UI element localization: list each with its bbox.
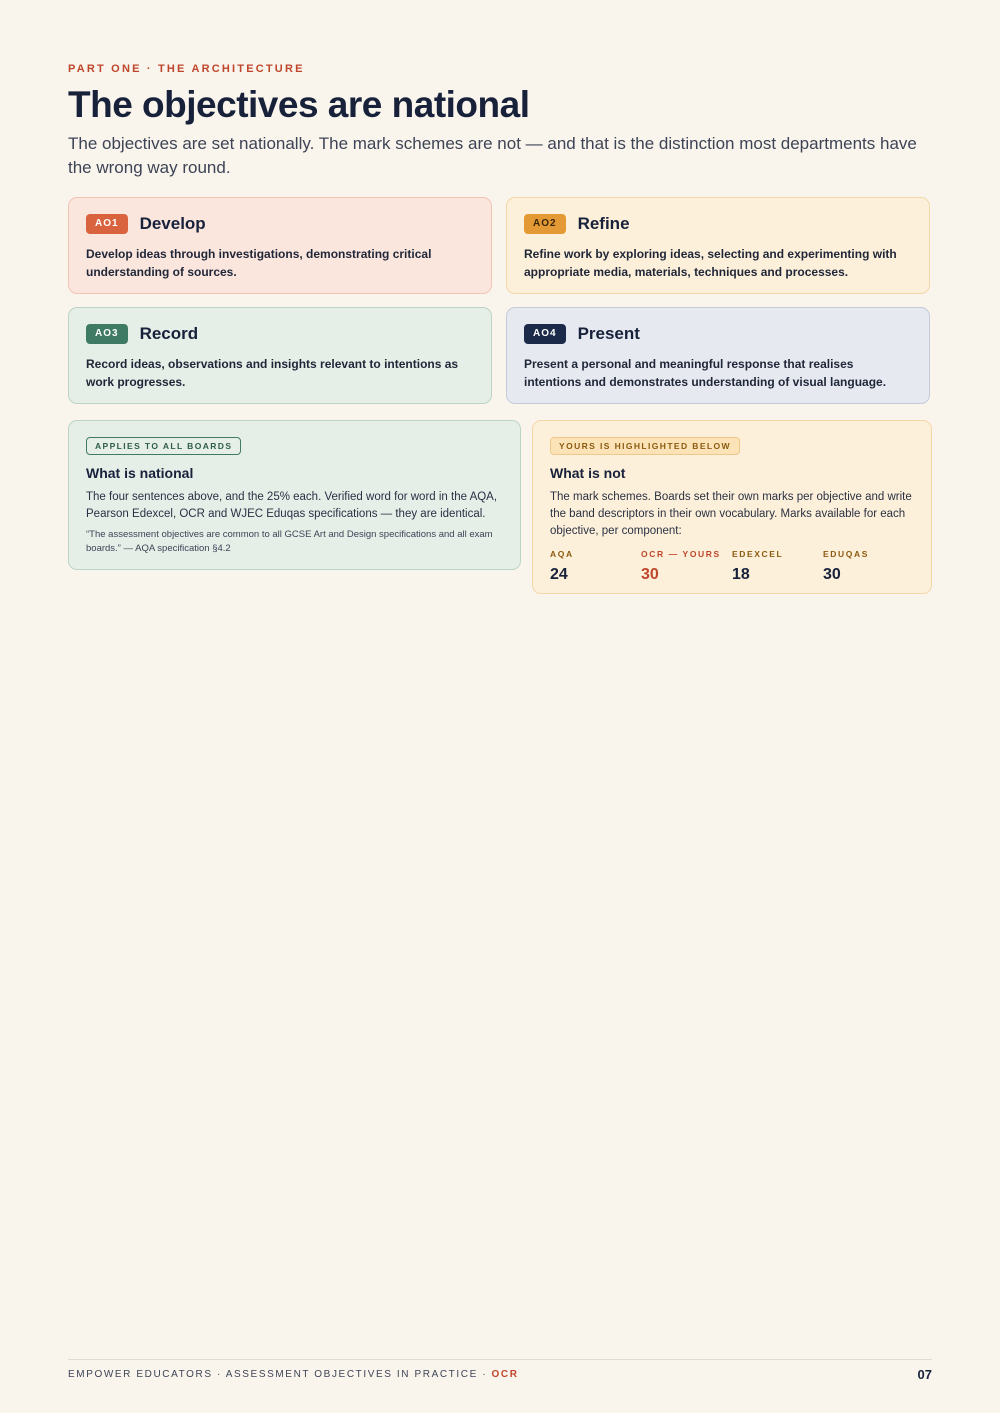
objective-card-ao1 [68,197,492,294]
footer-running-title [68,1369,519,1380]
objective-name: Refine [577,214,630,233]
section-eyebrow: PART ONE · THE ARCHITECTURE [68,63,305,75]
footer-text: EMPOWER EDUCATORS · ASSESSMENT OBJECTIVES IN PRACTICE · [68,1369,492,1380]
board-label: EDUQAS [823,549,869,559]
footer-board: OCR [491,1369,519,1380]
objective-code-badge: AO1 [86,214,128,234]
objective-name: Record [139,324,199,343]
marks-column-aqa [550,549,641,584]
applies-tag: APPLIES TO ALL BOARDS [86,437,241,455]
board-label: AQA [550,549,574,559]
objective-description: Refine work by exploring ideas, selecting and experimenting with appropriate media, materials, techniques and processes. [524,247,897,279]
objective-card-ao3 [68,307,492,404]
objective-card-ao2 [506,197,930,294]
what-is-not-card [532,420,932,594]
marks-value: 18 [732,566,750,583]
highlight-tag: YOURS IS HIGHLIGHTED BELOW [550,437,740,455]
what-is-national-card [68,420,521,570]
objective-card-ao4 [506,307,930,404]
objective-description: Record ideas, observations and insights relevant to intentions as work progresses. [86,357,459,389]
page-number: 07 [917,1367,932,1382]
marks-column-edexcel [732,549,823,584]
page-title: The objectives are national [68,84,530,125]
marks-value: 30 [823,566,841,583]
objective-name: Present [577,324,640,343]
marks-value: 24 [550,566,568,583]
objective-name: Develop [139,214,206,233]
board-label: EDEXCEL [732,549,784,559]
page-lede: The objectives are set nationally. The mark schemes are not — and that is the distinction most departments have the wrong way round. [68,134,917,177]
card-body: The mark schemes. Boards set their own marks per objective and write the band descriptors in their own vocabulary. Marks available for each objective, per component: [550,491,912,537]
card-title: What is not [550,465,626,481]
objective-description: Present a personal and meaningful response that realises intentions and demonstrates understanding of visual language. [524,357,887,389]
objective-code-badge: AO2 [524,214,566,234]
marks-column-ocr [641,549,732,584]
marks-value: 30 [641,566,659,583]
card-body: The four sentences above, and the 25% each. Verified word for word in the AQA, Pearson Edexcel, OCR and WJEC Eduqas specifications — they are identical. [86,491,498,520]
card-title: What is national [86,465,194,481]
objective-description: Develop ideas through investigations, demonstrating critical understanding of sources. [86,247,432,279]
board-label: OCR — YOURS [641,549,721,559]
page-footer [68,1359,932,1382]
marks-table [550,549,914,584]
spec-quote: “The assessment objectives are common to all GCSE Art and Design specifications and all exam boards.” — AQA specification §4.2 [86,529,493,554]
objective-code-badge: AO4 [524,324,566,344]
marks-column-eduqas [823,549,914,584]
objective-code-badge: AO3 [86,324,128,344]
